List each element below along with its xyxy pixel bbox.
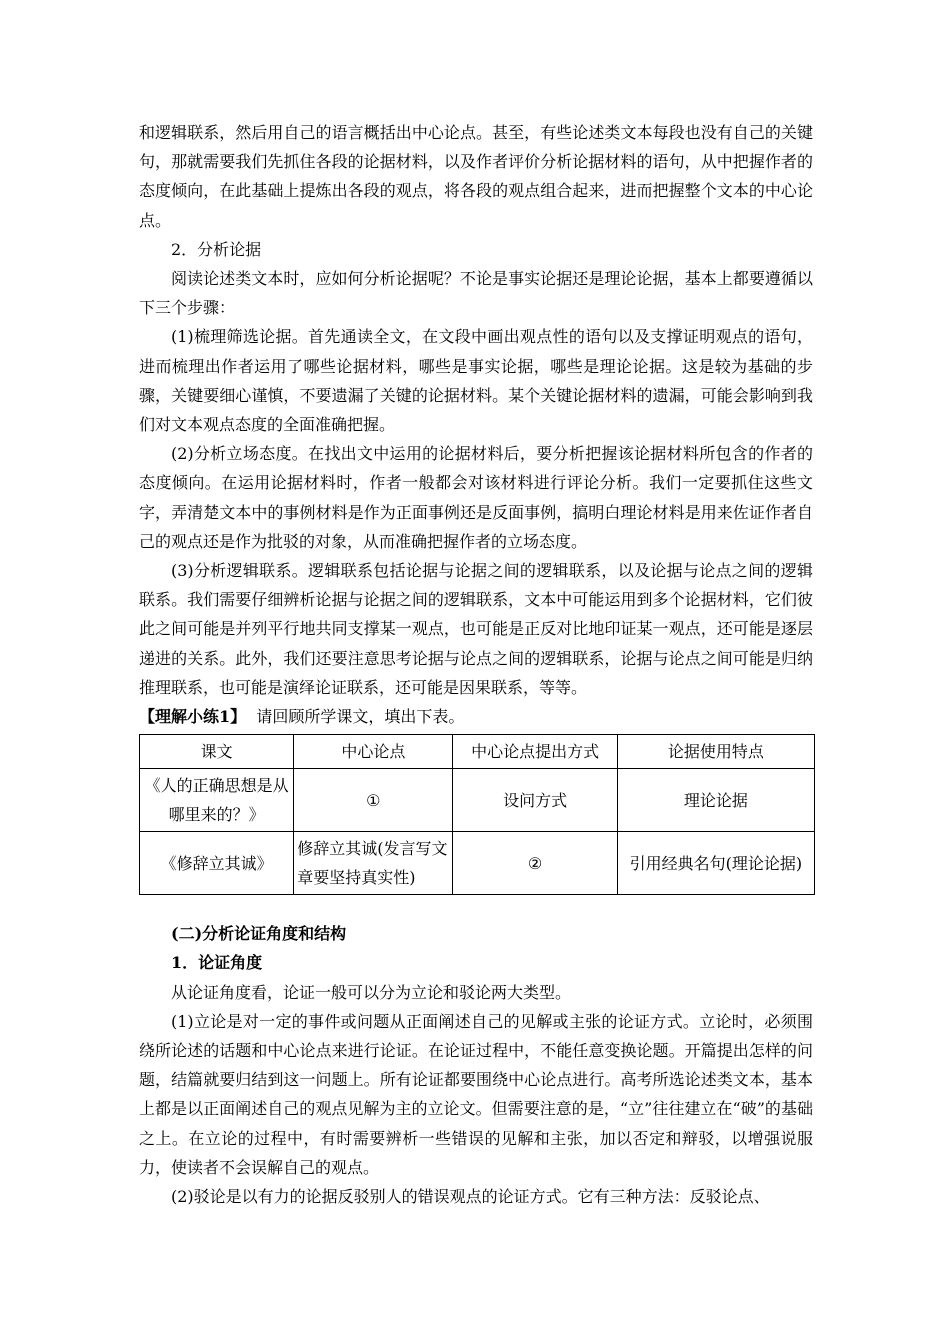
- paragraph-step-3: (3)分析逻辑联系。逻辑联系包括论据与论据之间的逻辑联系，以及论据与论点之间的逻辑联系。我们需要仔细辨析论据与论据之间的逻辑联系，文本中可能运用到多个论据材料，它们彼此之间可能是并列平行地共同支撑某一观点，也可能是正反对比地印证某一观点，还可能是逐层递进的关系。此外，我们还要注意思考论据与论点之间的逻辑联系，论据与论点之间可能是归纳推理联系，也可能是演绎论证联系，还可能是因果联系，等等。: [139, 561, 813, 697]
- table-header-cell: 论据使用特点: [617, 735, 814, 769]
- section-heading-analyze-evidence: 2．分析论据: [171, 239, 262, 259]
- document-body: [139, 118, 813, 1211]
- table-cell: 《人的正确思想是从哪里来的？》: [140, 769, 294, 832]
- table-row: [140, 769, 815, 832]
- exercise-label: 【理解小练1】: [139, 707, 247, 727]
- exercise-instruction: 请回顾所学课文，填出下表。: [256, 707, 465, 727]
- exercise-table: [139, 734, 815, 895]
- table-header-cell: 课文: [140, 735, 294, 769]
- table-row: [140, 832, 815, 895]
- table-cell: 引用经典名句(理论论据): [617, 832, 814, 895]
- sub-heading-argument-angle: 1．论证角度: [171, 953, 263, 973]
- table-cell: ②: [453, 832, 617, 895]
- exercise-title: [139, 702, 813, 731]
- paragraph-step-1: (1)梳理筛选论据。首先通读全文，在文段中画出观点性的语句以及支撑证明观点的语句，进而梳理出作者运用了哪些论据材料，哪些是事实论据，哪些是理论论据。这是较为基础的步骤，关键要细心谨慎，不要遗漏了关键的论据材料。某个关键论据材料的遗漏，可能会影响到我们对文本观点态度的全面准确把握。: [139, 327, 813, 435]
- table-cell: ①: [294, 769, 453, 832]
- paragraph-angle-intro: 从论证角度看，论证一般可以分为立论和驳论两大类型。: [171, 982, 572, 1002]
- table-header-row: [140, 735, 815, 769]
- table-cell: 《修辞立其诚》: [140, 832, 294, 895]
- paragraph-step-2: (2)分析立场态度。在找出文中运用的论据材料后，要分析把握该论据材料所包含的作者的态度倾向。在运用论据材料时，作者一般都会对该材料进行评论分析。我们一定要抓住这些文字，弄清楚文本中的事例材料是作为正面事例还是反面事例，搞明白理论材料是用来佐证作者自己的观点还是作为批驳的对象，从而准确把握作者的立场态度。: [139, 444, 813, 551]
- paragraph-refutation: (2)驳论是以有力的论据反驳别人的错误观点的论证方式。它有三种方法：反驳论点、: [171, 1187, 770, 1207]
- table-cell: 理论论据: [617, 769, 814, 832]
- intro-paragraph: 和逻辑联系，然后用自己的语言概括出中心论点。甚至，有些论述类文本每段也没有自己的关键句，那就需要我们先抓住各段的论据材料，以及作者评价分析论据材料的语句，从中把握作者的态度倾向，在此基础上提炼出各段的观点，将各段的观点组合起来，进而把握整个文本的中心论点。: [139, 123, 813, 230]
- table-header-cell: 中心论点提出方式: [453, 735, 617, 769]
- table-header-cell: 中心论点: [294, 735, 453, 769]
- table-cell: 修辞立其诚(发言写文章要坚持真实性): [294, 832, 453, 895]
- paragraph-establish-argument: (1)立论是对一定的事件或问题从正面阐述自己的见解或主张的论证方式。立论时，必须围绕所论述的话题和中心论点来进行论证。在论证过程中，不能任意变换论题。开篇提出怎样的问题，结篇就要归结到这一问题上。所有论证都要围绕中心论点进行。高考所选论述类文本，基本上都是以正面阐述自己的观点见解为主的立论文。但需要注意的是，“立”往往建立在“破”的基础之上。在立论的过程中，有时需要辨析一些错误的见解和主张，加以否定和辩驳，以增强说服力，使读者不会误解自己的观点。: [139, 1011, 813, 1177]
- table-cell: 设问方式: [453, 769, 617, 832]
- paragraph-analysis-intro: 阅读论述类文本时，应如何分析论据呢？不论是事实论据还是理论论据，基本上都要遵循以下三个步骤：: [139, 269, 813, 318]
- section-heading-argument-structure: (二)分析论证角度和结构: [171, 924, 347, 944]
